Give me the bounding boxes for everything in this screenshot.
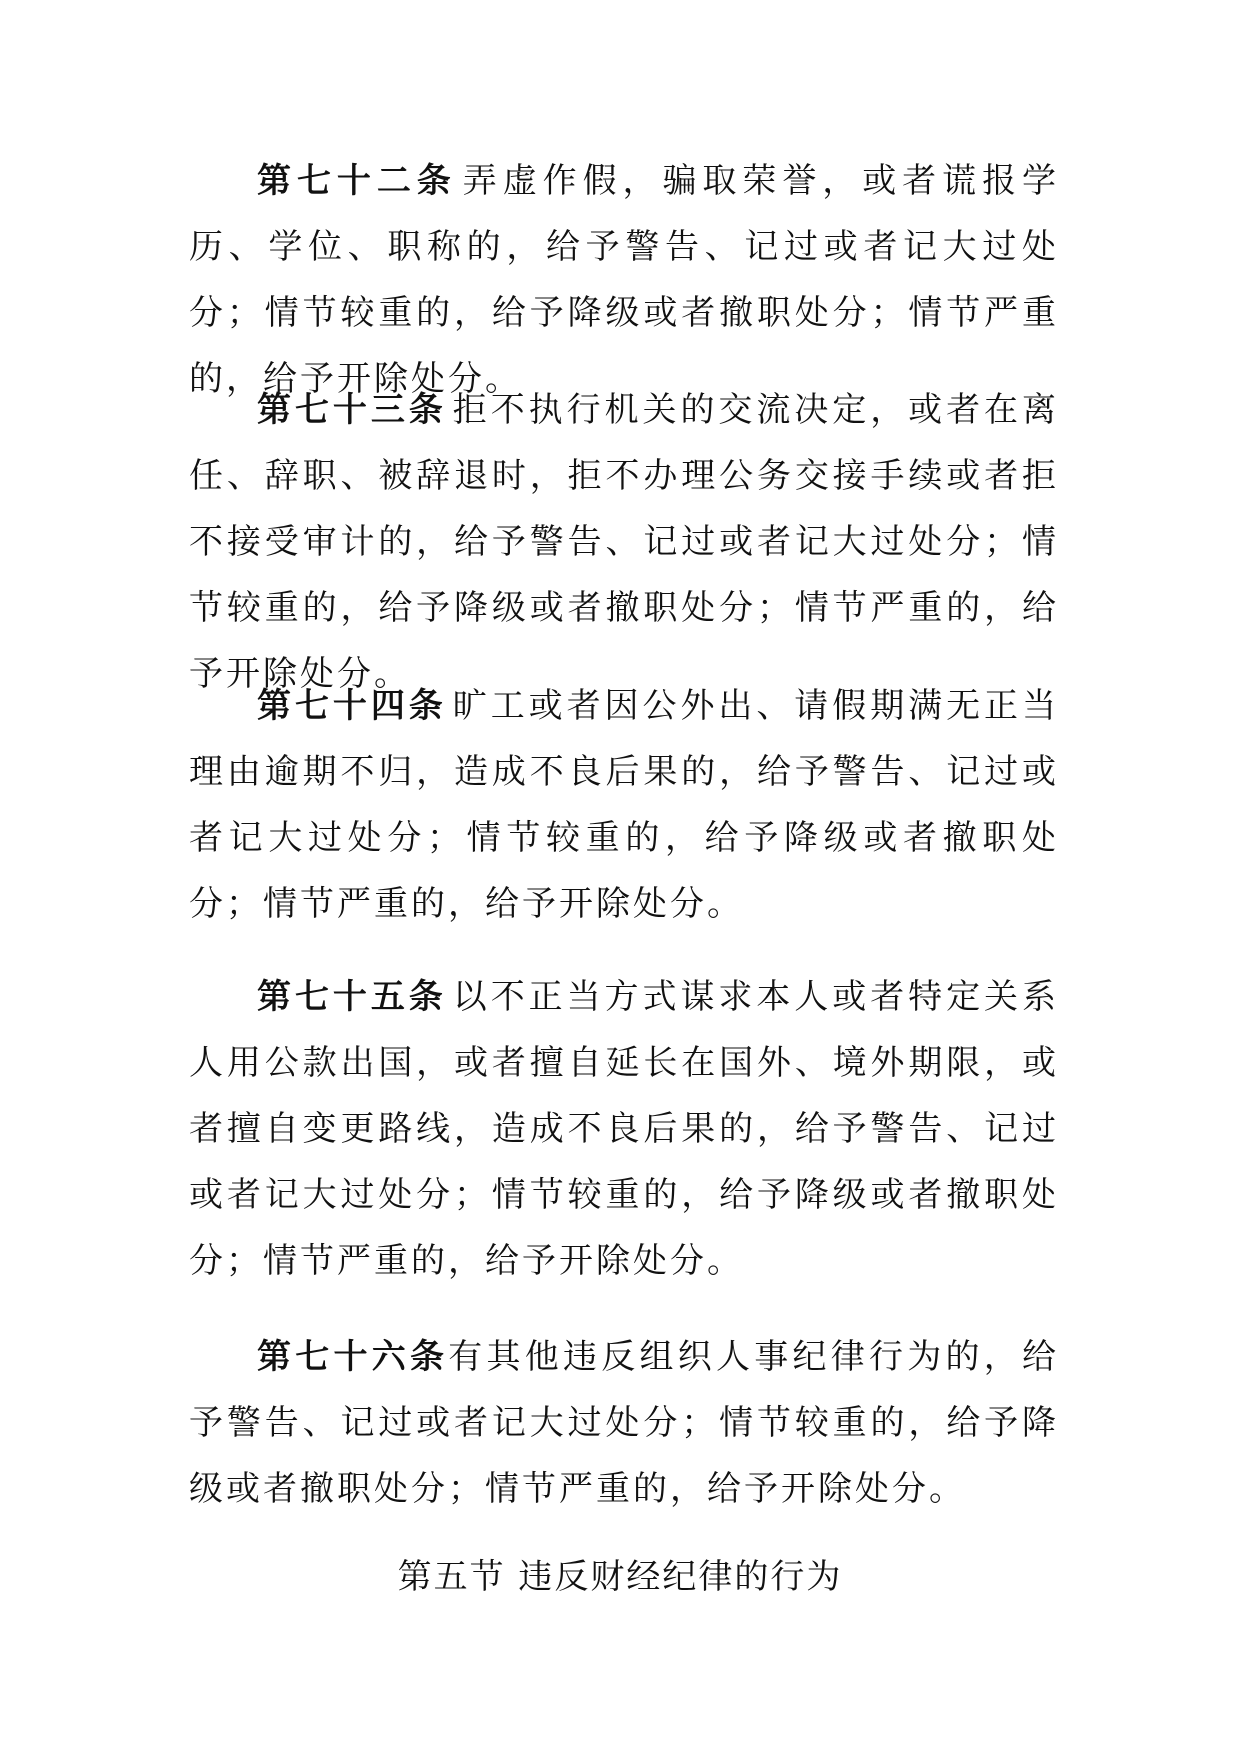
article-body: 旷工或者因公外出、请假期满无正当理由逾期不归，造成不良后果的，给予警告、记过或者记大过处分；情节较重的，给予降级或者撤职处分；情节严重的，给予开除处分。 — [189, 686, 1059, 924]
article-heading: 第七十四条 — [257, 686, 447, 726]
article-76 — [189, 1324, 1059, 1522]
article-73 — [189, 377, 1059, 707]
article-body: 以不正当方式谋求本人或者特定关系人用公款出国，或者擅自延长在国外、境外期限，或者擅自变更路线，造成不良后果的，给予警告、记过或者记大过处分；情节较重的，给予降级或者撤职处分；情节严重的，给予开除处分。 — [189, 977, 1059, 1281]
article-body: 有其他违反组织人事纪律行为的，给予警告、记过或者记大过处分；情节较重的，给予降级或者撤职处分；情节严重的，给予开除处分。 — [189, 1337, 1059, 1509]
article-body: 拒不执行机关的交流决定，或者在离任、辞职、被辞退时，拒不办理公务交接手续或者拒不接受审计的，给予警告、记过或者记大过处分；情节较重的，给予降级或者撤职处分；情节严重的，给予开除处分。 — [189, 390, 1059, 694]
article-body: 弄虚作假，骗取荣誉，或者谎报学历、学位、职称的，给予警告、记过或者记大过处分；情节较重的，给予降级或者撤职处分；情节严重的，给予开除处分。 — [189, 161, 1060, 399]
article-heading: 第七十六条 — [257, 1337, 449, 1377]
article-75 — [189, 964, 1059, 1294]
section-title: 第五节 违反财经纪律的行为 — [397, 1557, 843, 1597]
article-72 — [189, 148, 1059, 412]
article-74 — [189, 673, 1059, 937]
article-heading: 第七十五条 — [257, 977, 447, 1017]
article-heading: 第七十三条 — [257, 390, 447, 430]
article-heading: 第七十二条 — [257, 161, 457, 201]
